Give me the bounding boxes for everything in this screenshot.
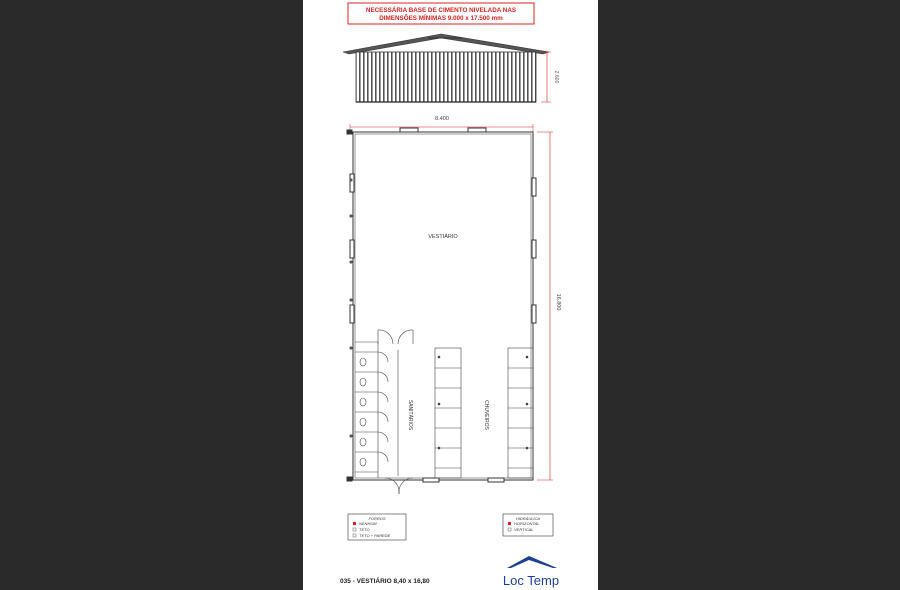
notice-box	[348, 3, 534, 24]
notice-line-2: DIMENSÕES MÍNIMAS 9.000 x 17.500 mm	[379, 15, 503, 22]
legend-swatch-nenhum	[353, 522, 356, 525]
legend-forros-title: FORROS	[368, 516, 386, 521]
legend-forros-item: NENHUM	[359, 521, 377, 526]
legend-swatch-horizontal	[508, 522, 511, 525]
legend-hidraulica-item: VERTICAL	[514, 527, 534, 532]
height-dimension	[541, 52, 559, 102]
legend-forros	[348, 514, 406, 540]
sanitarios-block	[355, 330, 414, 494]
legend-swatch-teto-parede	[353, 534, 356, 537]
notice-line-1: NECESSÁRIA BASE DE CIMENTO NIVELADA NAS	[365, 7, 517, 14]
room-label-vestiario: VESTIÁRIO	[428, 234, 458, 240]
floor-plan-drawing	[303, 0, 598, 590]
logo-text: Loc Temp	[502, 573, 560, 588]
legend-forros-item: TETO + PAREDE	[359, 533, 391, 538]
room-label-chuveiros: CHUVEIROS	[483, 400, 489, 430]
loc-temp-logo	[503, 556, 559, 588]
chuveiros-block	[435, 348, 533, 478]
length-dimension	[537, 132, 561, 480]
length-dimension-label: 16.800	[555, 293, 561, 311]
front-elevation	[343, 34, 549, 102]
width-dimension-label: 8.400	[435, 116, 449, 122]
legend-swatch-vertical	[508, 528, 511, 531]
drawing-caption: 035 - VESTIÁRIO 8,40 x 16,80	[340, 578, 430, 585]
width-dimension	[350, 116, 533, 132]
legend-hidraulica-item: HORIZONTAL	[514, 521, 540, 526]
legend-swatch-teto	[353, 528, 356, 531]
legend-hidraulica	[503, 514, 553, 536]
logo-roof-icon	[507, 556, 557, 568]
room-label-sanitarios: SANITÁRIOS	[407, 399, 413, 431]
height-dimension-label: 2.600	[553, 70, 559, 84]
toilet-stalls	[355, 352, 388, 472]
legend-forros-item: TETO	[359, 527, 370, 532]
outer-walls	[347, 128, 536, 482]
legend-hidraulica-title: HIDRÁULICA	[515, 516, 541, 521]
